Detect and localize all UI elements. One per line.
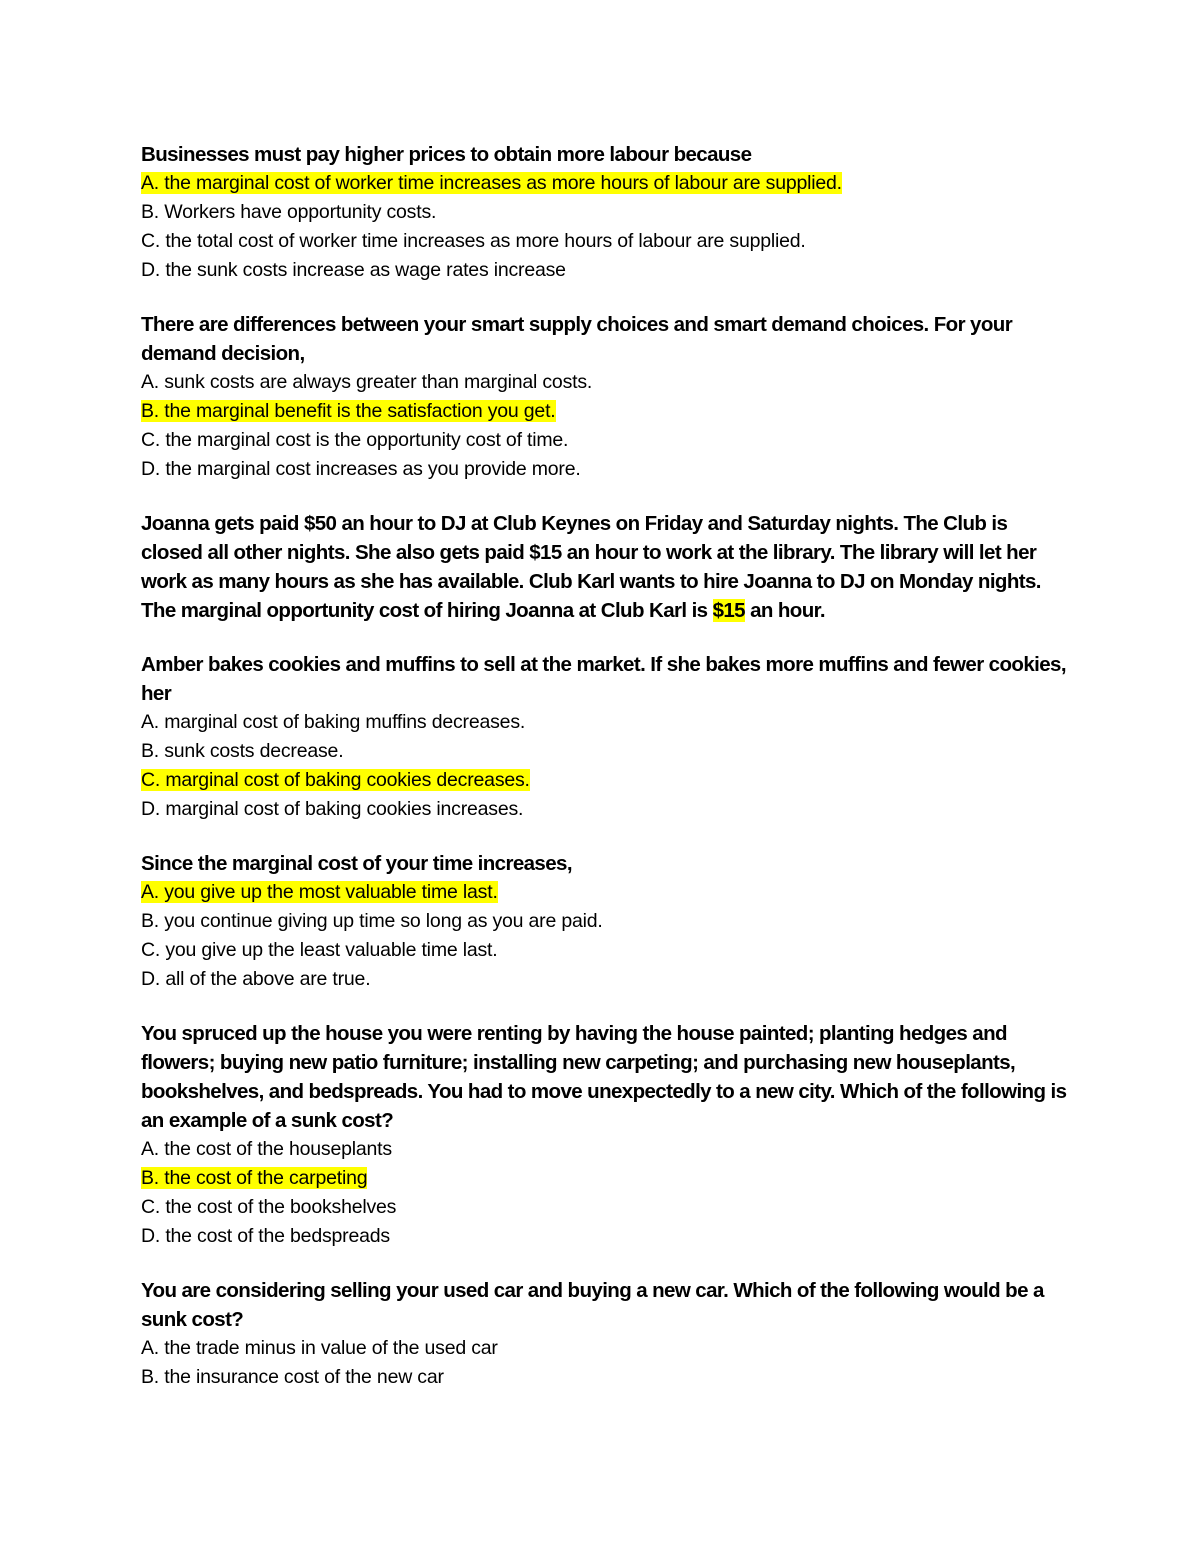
question-stem: There are differences between your smart supply choices and smart demand choices. For your demand decision, xyxy=(141,313,1013,365)
answer-option-b: B. you continue giving up time so long as you are paid. xyxy=(141,910,603,932)
answer-option-c: C. the cost of the bookshelves xyxy=(141,1196,397,1218)
answer-option-a: A. sunk costs are always greater than marginal costs. xyxy=(141,371,593,393)
question-4 xyxy=(141,650,1071,824)
question-1 xyxy=(141,140,1071,285)
answer-option-b: B. sunk costs decrease. xyxy=(141,740,344,762)
document-page xyxy=(141,140,1071,1392)
answer-option-d: D. the sunk costs increase as wage rates increase xyxy=(141,259,566,281)
answer-option-a: A. marginal cost of baking muffins decreases. xyxy=(141,711,526,733)
highlighted-answer: A. you give up the most valuable time last. xyxy=(141,881,498,903)
answer-option-b xyxy=(141,397,1071,426)
answer-option-d: D. all of the above are true. xyxy=(141,968,371,990)
answer-option-b xyxy=(141,1164,1071,1193)
answer-option-d: D. the cost of the bedspreads xyxy=(141,1225,390,1247)
answer-option-c: C. the total cost of worker time increases as more hours of labour are supplied. xyxy=(141,230,806,252)
question-5 xyxy=(141,849,1071,994)
question-stem: Businesses must pay higher prices to obtain more labour because xyxy=(141,143,752,166)
answer-option-b: B. Workers have opportunity costs. xyxy=(141,201,437,223)
answer-option-d: D. marginal cost of baking cookies increases. xyxy=(141,798,524,820)
question-3 xyxy=(141,509,1071,625)
answer-option-d: D. the marginal cost increases as you provide more. xyxy=(141,458,581,480)
question-stem: Amber bakes cookies and muffins to sell at the market. If she bakes more muffins and fewer cookies, her xyxy=(141,653,1066,705)
question-stem: Since the marginal cost of your time increases, xyxy=(141,852,572,875)
question-2 xyxy=(141,310,1071,484)
question-6 xyxy=(141,1019,1071,1251)
question-7 xyxy=(141,1276,1071,1392)
answer-option-c xyxy=(141,766,1071,795)
stem-text-end: an hour. xyxy=(744,599,825,622)
stem-text: Joanna gets paid $50 an hour to DJ at Club Keynes on Friday and Saturday nights. The Club is closed all other nights. She also gets paid $15 an hour to work at the library. The library will let her work as many hours as she has available. Club Karl wants to hire Joanna to DJ on Monday nights. The marginal opportunity cost of hiring Joanna at Club Karl is xyxy=(141,512,1041,622)
question-stem xyxy=(141,509,1071,625)
highlighted-answer: A. the marginal cost of worker time increases as more hours of labour are supplied. xyxy=(141,172,842,194)
answer-option-a: A. the trade minus in value of the used car xyxy=(141,1337,498,1359)
answer-option-a: A. the cost of the houseplants xyxy=(141,1138,392,1160)
highlighted-answer: $15 xyxy=(712,599,745,622)
answer-option-c: C. you give up the least valuable time last. xyxy=(141,939,498,961)
answer-option-c: C. the marginal cost is the opportunity cost of time. xyxy=(141,429,569,451)
question-stem: You spruced up the house you were renting by having the house painted; planting hedges and flowers; buying new patio furniture; installing new carpeting; and purchasing new houseplants, bookshelves, and bedspreads. You had to move unexpectedly to a new city. Which of the following is an example of a sunk cost? xyxy=(141,1022,1067,1132)
highlighted-answer: C. marginal cost of baking cookies decreases. xyxy=(141,769,530,791)
answer-option-a xyxy=(141,878,1071,907)
answer-option-b: B. the insurance cost of the new car xyxy=(141,1366,444,1388)
highlighted-answer: B. the cost of the carpeting xyxy=(141,1167,368,1189)
question-stem: You are considering selling your used car and buying a new car. Which of the following would be a sunk cost? xyxy=(141,1279,1044,1331)
highlighted-answer: B. the marginal benefit is the satisfaction you get. xyxy=(141,400,556,422)
answer-option-a xyxy=(141,169,1071,198)
